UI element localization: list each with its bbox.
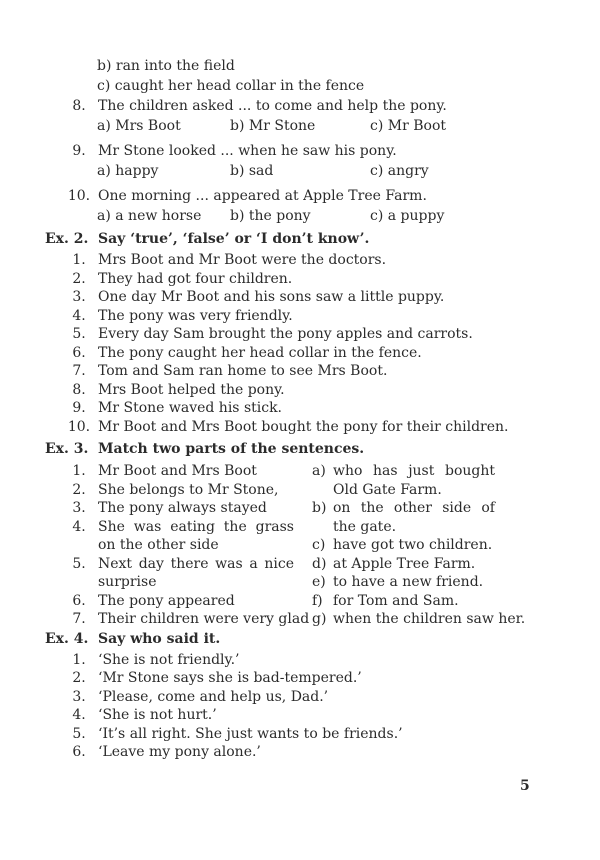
match-left-item — [0, 610, 312, 629]
match-left-item — [0, 481, 312, 500]
exercise-label: Ex. 3. — [45, 441, 89, 457]
item-text: She belongs to Mr Stone, — [98, 481, 279, 498]
list-item — [0, 651, 600, 670]
item-letter: e) — [312, 574, 326, 590]
match-right-item — [312, 592, 600, 611]
option-b: b) Mr Stone — [230, 118, 316, 134]
list-item — [0, 270, 600, 289]
option-c: c) angry — [370, 163, 429, 179]
match-left-item — [0, 499, 312, 518]
match-right-item — [312, 555, 600, 574]
item-text: ‘It’s all right. She just wants to be friends.’ — [98, 725, 403, 742]
item-number: 4. — [72, 707, 86, 723]
item-text: for Tom and Sam. — [333, 592, 459, 609]
item-text: at Apple Tree Farm. — [333, 555, 476, 572]
item-text: Mr Boot and Mrs Boot — [98, 463, 257, 479]
question-block — [0, 96, 600, 136]
item-number: 1. — [72, 252, 86, 268]
question-block — [0, 186, 600, 226]
question-text: One morning ... appeared at Apple Tree Farm. — [98, 188, 427, 204]
list-item — [0, 381, 600, 400]
item-number: 6. — [72, 344, 86, 361]
item-letter: a) — [312, 463, 326, 479]
list-item — [0, 418, 600, 437]
item-number: 5. — [72, 555, 86, 572]
match-right-item — [312, 573, 600, 592]
question-number: 10. — [67, 188, 91, 204]
option-a: a) a new horse — [97, 208, 202, 224]
match-left-item — [0, 592, 312, 611]
match-right-item — [312, 462, 495, 499]
exercise-label: Ex. 4. — [45, 630, 89, 647]
list-item — [0, 743, 600, 762]
list-item — [0, 669, 600, 688]
item-text: The pony always stayed — [98, 500, 267, 516]
list-item — [0, 307, 600, 326]
match-left-item — [0, 462, 312, 481]
item-number: 3. — [72, 688, 86, 705]
item-number: 1. — [72, 463, 86, 479]
item-text: when the children saw her. — [333, 611, 526, 627]
matching-columns — [0, 462, 600, 629]
item-number: 6. — [72, 744, 86, 760]
question-line — [0, 141, 600, 161]
page-number: 5 — [520, 778, 530, 794]
matching-left-column — [0, 462, 312, 629]
item-number: 10. — [67, 418, 91, 435]
item-text: Their children were very glad — [98, 611, 310, 627]
item-text: to have a new friend. — [333, 574, 484, 590]
item-text: on the other side of the gate. — [333, 500, 495, 535]
list-item — [0, 362, 600, 381]
item-text: Mrs Boot and Mr Boot were the doctors. — [98, 252, 387, 268]
exercise-title: Say ‘true’, ‘false’ or ‘I don’t know’. — [98, 231, 370, 247]
exercise-3-heading — [0, 439, 600, 459]
item-text: Mrs Boot helped the pony. — [98, 381, 285, 398]
exercise-label: Ex. 2. — [45, 231, 89, 247]
list-item — [0, 325, 600, 344]
option-b: b) sad — [230, 163, 274, 179]
item-number: 3. — [72, 500, 86, 516]
item-number: 5. — [72, 725, 86, 742]
item-text: Mr Stone waved his stick. — [98, 400, 283, 416]
options-row — [0, 206, 600, 226]
exercise-2 — [0, 229, 600, 436]
item-text: ‘Please, come and help us, Dad.’ — [98, 688, 329, 705]
options-row — [0, 161, 600, 181]
match-left-item — [0, 518, 294, 555]
match-right-item — [312, 536, 600, 555]
question-number: 8. — [72, 98, 86, 114]
item-text: ‘Mr Stone says she is bad-tempered.’ — [98, 670, 362, 686]
question-text: Mr Stone looked ... when he saw his pony. — [98, 143, 397, 159]
item-text: ‘She is not hurt.’ — [98, 707, 217, 723]
option-c: c) a puppy — [370, 208, 445, 224]
item-number: 8. — [72, 381, 86, 398]
item-text: have got two children. — [333, 537, 493, 553]
question-text: The children asked ... to come and help the pony. — [98, 98, 447, 114]
option-b: b) the pony — [230, 208, 311, 224]
list-item — [0, 251, 600, 270]
item-number: 4. — [72, 518, 86, 535]
list-item — [0, 288, 600, 307]
list-item — [0, 706, 600, 725]
item-text: Tom and Sam ran home to see Mrs Boot. — [98, 363, 388, 379]
list-item — [0, 688, 600, 707]
question-line — [0, 186, 600, 206]
item-text: who has just bought Old Gate Farm. — [333, 463, 495, 498]
item-letter: f) — [312, 592, 323, 609]
list-item — [0, 344, 600, 363]
item-number: 7. — [72, 611, 86, 627]
question-number: 9. — [72, 143, 86, 159]
item-text: The pony caught her head collar in the fence. — [98, 344, 422, 361]
item-text: They had got four children. — [98, 270, 293, 287]
exercise-4-heading — [0, 629, 600, 649]
exercise-2-heading — [0, 229, 600, 249]
item-letter: b) — [312, 500, 327, 516]
item-letter: c) — [312, 537, 326, 553]
item-number: 2. — [72, 481, 86, 498]
list-item — [0, 399, 600, 418]
list-item — [0, 725, 600, 744]
question-line — [0, 96, 600, 116]
exercise-3 — [0, 439, 600, 629]
answer-option-line: b) ran into the field — [97, 58, 235, 74]
item-text: Mr Boot and Mrs Boot bought the pony for their children. — [98, 418, 509, 435]
option-a: a) happy — [97, 163, 159, 179]
item-number: 7. — [72, 363, 86, 379]
item-text: She was eating the grass on the other side — [98, 518, 294, 553]
exercise-4-items — [0, 651, 600, 762]
exercise-2-items — [0, 251, 600, 436]
match-left-item — [0, 555, 294, 592]
question-block — [0, 141, 600, 181]
exercise-title: Say who said it. — [98, 630, 221, 647]
exercise-4 — [0, 629, 600, 762]
item-letter: d) — [312, 555, 327, 572]
exercise-1-continuation — [0, 56, 600, 226]
item-number: 3. — [72, 289, 86, 305]
answer-option-line: c) caught her head collar in the fence — [97, 78, 365, 94]
item-text: Every day Sam brought the pony apples and carrots. — [98, 326, 473, 342]
exercise-title: Match two parts of the sentences. — [98, 441, 365, 457]
matching-right-column — [312, 462, 600, 629]
item-number: 4. — [72, 307, 86, 324]
match-right-item — [312, 499, 495, 536]
item-text: The pony was very friendly. — [98, 307, 293, 324]
item-number: 2. — [72, 270, 86, 287]
item-number: 1. — [72, 651, 86, 668]
options-row — [0, 116, 600, 136]
item-number: 9. — [72, 400, 86, 416]
item-number: 2. — [72, 670, 86, 686]
item-text: Next day there was a nice surprise — [98, 555, 294, 590]
item-number: 6. — [72, 592, 86, 609]
item-text: ‘Leave my pony alone.’ — [98, 744, 261, 760]
option-a: a) Mrs Boot — [97, 118, 181, 134]
item-letter: g) — [312, 611, 327, 627]
item-number: 5. — [72, 326, 86, 342]
item-text: ‘She is not friendly.’ — [98, 651, 240, 668]
item-text: One day Mr Boot and his sons saw a little puppy. — [98, 289, 445, 305]
item-text: The pony appeared — [98, 592, 235, 609]
option-c: c) Mr Boot — [370, 118, 447, 134]
match-right-item — [312, 610, 600, 629]
